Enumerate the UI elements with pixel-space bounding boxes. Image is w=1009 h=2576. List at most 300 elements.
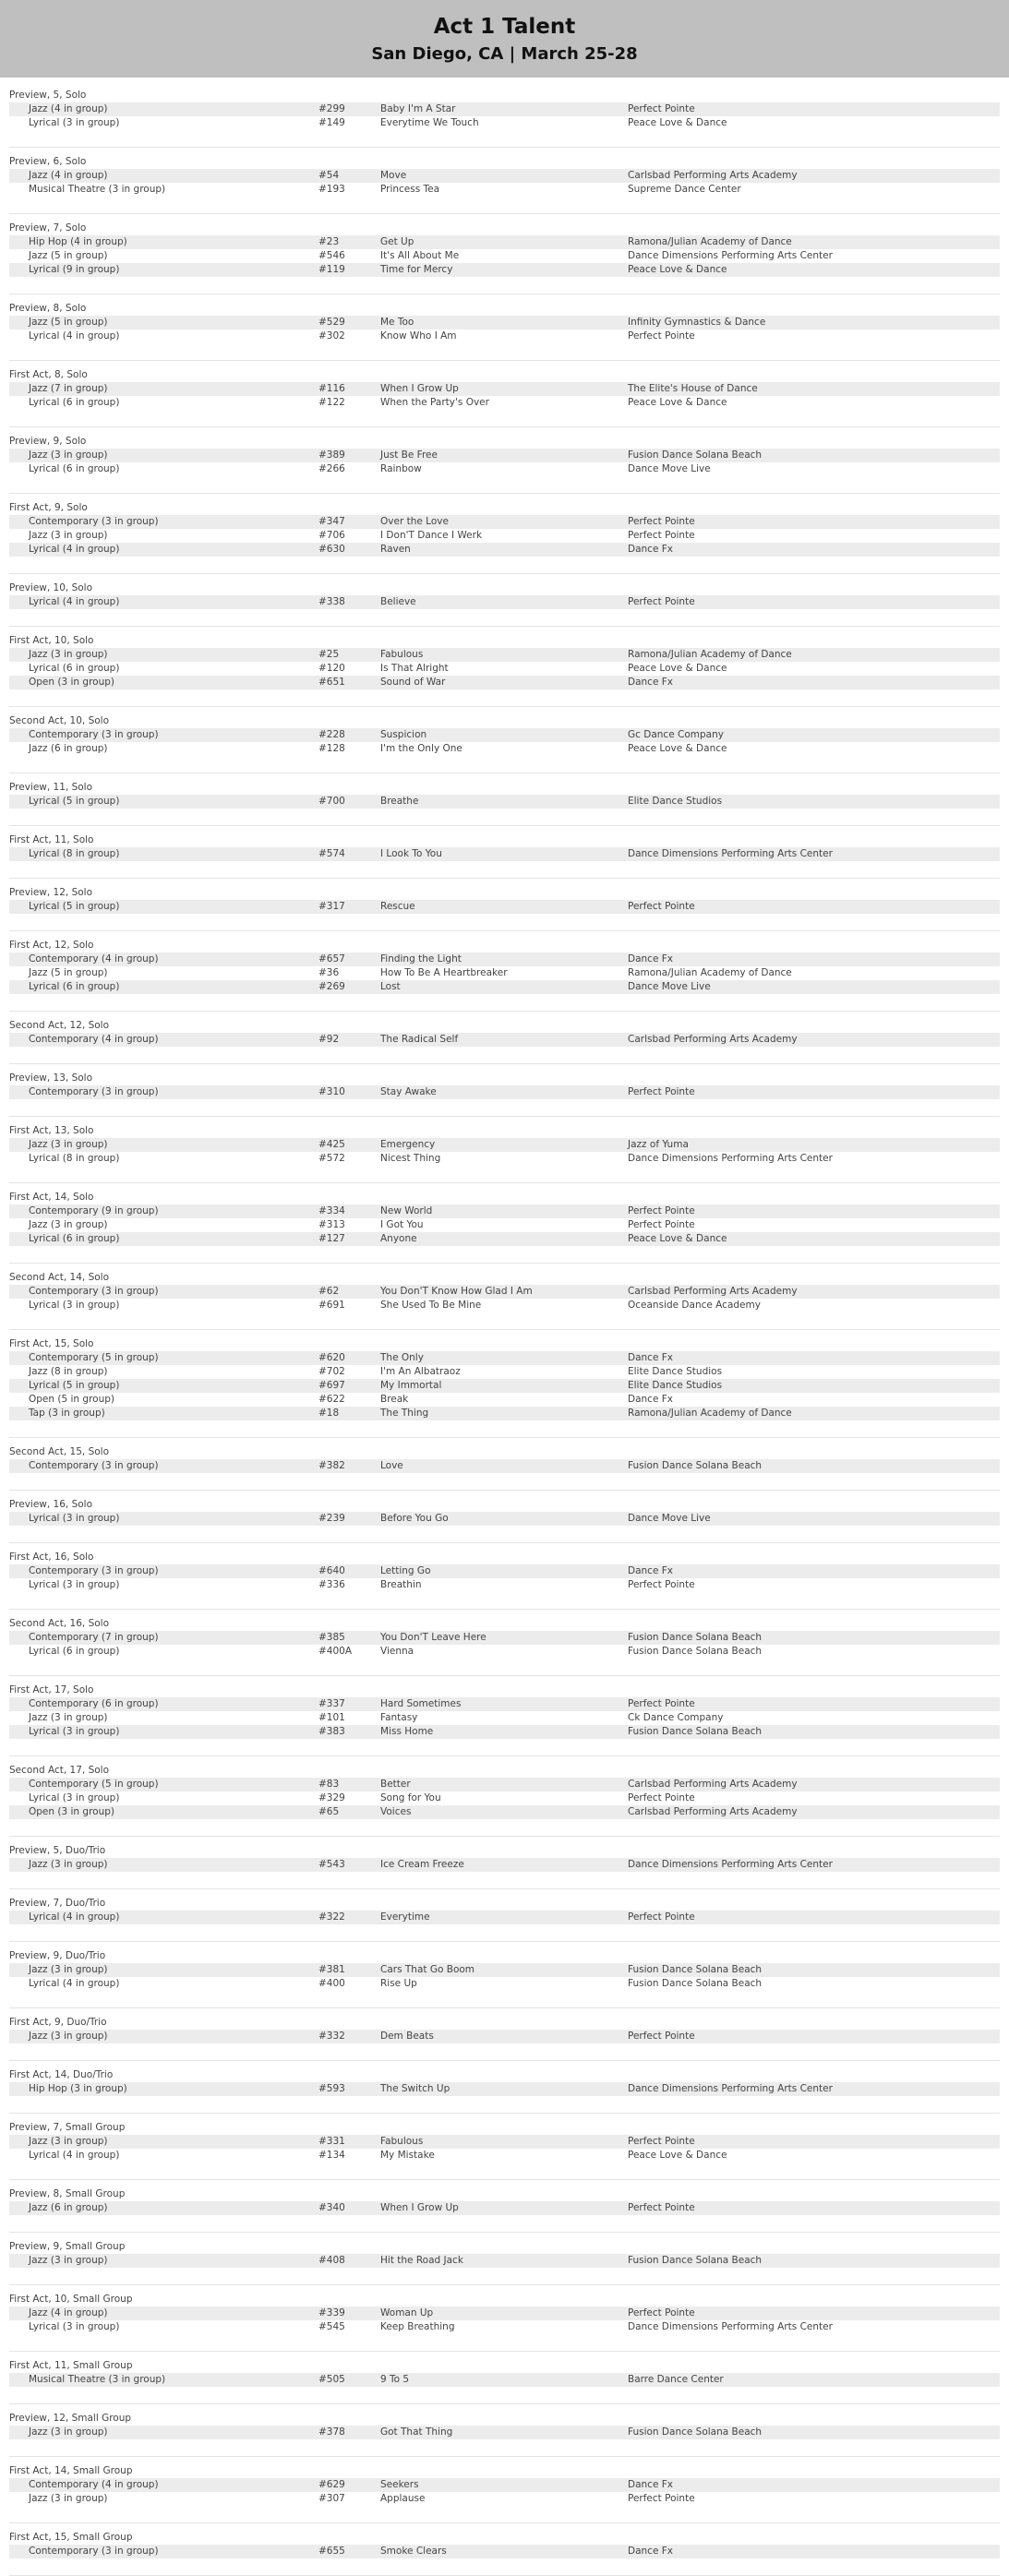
entry-row	[9, 2492, 1000, 2506]
entry-row	[9, 953, 1000, 966]
entry-studio: Dance Fx	[628, 2479, 673, 2490]
entry-studio: Carlsbad Performing Arts Academy	[628, 170, 798, 181]
entry-name: Fantasy	[380, 1712, 418, 1723]
entry-row	[9, 249, 1000, 263]
entry-number: #127	[318, 1233, 345, 1244]
entry-name: Raven	[380, 544, 411, 555]
entry-number: #332	[318, 2031, 345, 2042]
entry-row	[9, 169, 1000, 183]
section-title: Preview, 6, Solo	[9, 156, 87, 167]
entry-category: Jazz (3 in group)	[29, 649, 108, 660]
section-title: First Act, 15, Small Group	[9, 2532, 133, 2543]
entry-studio: Dance Dimensions Performing Arts Center	[628, 848, 833, 859]
entry-row	[9, 382, 1000, 396]
entry-name: Emergency	[380, 1139, 436, 1150]
schedule-section	[9, 1064, 1000, 1117]
entry-name: Rescue	[380, 901, 415, 912]
section-title: Preview, 7, Solo	[9, 222, 87, 234]
entry-number: #691	[318, 1300, 345, 1311]
entry-studio: Oceanside Dance Academy	[628, 1300, 761, 1311]
entry-studio: Dance Fx	[628, 2546, 673, 2557]
entry-number: #702	[318, 1366, 345, 1377]
entry-row	[9, 235, 1000, 249]
schedule-section	[9, 1330, 1000, 1438]
entry-studio: Jazz of Yuma	[628, 1139, 689, 1150]
entry-row	[9, 1459, 1000, 1473]
entry-category: Lyrical (3 in group)	[29, 1792, 120, 1803]
entry-name: Cars That Go Boom	[380, 1964, 475, 1975]
entry-row	[9, 462, 1000, 476]
entry-name: My Mistake	[380, 2150, 435, 2161]
section-title: Preview, 5, Duo/Trio	[9, 1845, 106, 1856]
section-title: Second Act, 12, Solo	[9, 1020, 110, 1031]
entry-name: Song for You	[380, 1792, 441, 1803]
entry-name: I'm the Only One	[380, 743, 462, 754]
entry-category: Jazz (5 in group)	[29, 250, 108, 261]
entry-row	[9, 742, 1000, 756]
entry-name: It's All About Me	[380, 250, 460, 261]
entry-category: Jazz (6 in group)	[29, 743, 108, 754]
schedule-section	[9, 1676, 1000, 1756]
schedule-section	[9, 1012, 1000, 1064]
entry-number: #385	[318, 1632, 345, 1643]
entry-category: Contemporary (5 in group)	[29, 1352, 159, 1363]
entry-number: #425	[318, 1139, 345, 1150]
entry-row	[9, 1564, 1000, 1578]
entry-name: Nicest Thing	[380, 1153, 441, 1164]
schedule-section	[9, 773, 1000, 826]
entry-name: The Only	[380, 1352, 424, 1363]
entry-name: Fabulous	[380, 2136, 424, 2147]
section-title: Preview, 12, Solo	[9, 887, 93, 898]
entry-studio: Dance Dimensions Performing Arts Center	[628, 1153, 833, 1164]
section-title: Second Act, 14, Solo	[9, 1272, 110, 1283]
entry-name: Time for Mercy	[380, 264, 453, 275]
entry-category: Jazz (3 in group)	[29, 530, 108, 541]
entry-category: Jazz (3 in group)	[29, 1219, 108, 1230]
schedule-section	[9, 826, 1000, 879]
entry-number: #543	[318, 1859, 345, 1870]
entry-row	[9, 543, 1000, 557]
entry-studio: Elite Dance Studios	[628, 796, 723, 807]
entry-name: Hit the Road Jack	[380, 2255, 463, 2266]
entry-row	[9, 1977, 1000, 1991]
entry-category: Lyrical (6 in group)	[29, 981, 120, 992]
entry-row	[9, 2254, 1000, 2268]
schedule-section	[9, 2180, 1000, 2233]
entry-category: Lyrical (3 in group)	[29, 117, 120, 128]
entry-row	[9, 1379, 1000, 1393]
section-title: First Act, 11, Solo	[9, 834, 94, 845]
entry-number: #337	[318, 1698, 345, 1709]
entry-number: #378	[318, 2426, 345, 2438]
section-title: Second Act, 15, Solo	[9, 1446, 110, 1457]
entry-number: #92	[318, 1034, 340, 1045]
entry-category: Jazz (6 in group)	[29, 2202, 108, 2213]
entry-studio: Ck Dance Company	[628, 1712, 724, 1723]
entry-studio: Peace Love & Dance	[628, 264, 727, 275]
entry-studio: Fusion Dance Solana Beach	[628, 1726, 763, 1737]
entry-row	[9, 2082, 1000, 2096]
entry-number: #593	[318, 2083, 345, 2094]
entry-name: Get Up	[380, 236, 414, 247]
entry-row	[9, 1791, 1000, 1805]
schedule-section	[9, 2352, 1000, 2404]
entry-studio: The Elite's House of Dance	[628, 383, 758, 394]
entry-row	[9, 2135, 1000, 2149]
entry-studio: Perfect Pointe	[628, 1911, 695, 1923]
section-title: Second Act, 10, Solo	[9, 715, 110, 726]
section-title: First Act, 9, Solo	[9, 502, 88, 513]
entry-category: Lyrical (4 in group)	[29, 596, 120, 607]
entry-name: Move	[380, 170, 407, 181]
schedule-section	[9, 2523, 1000, 2576]
schedule-section	[9, 214, 1000, 294]
entry-name: Know Who I Am	[380, 330, 457, 341]
entry-studio: Peace Love & Dance	[628, 1233, 727, 1244]
entry-category: Lyrical (3 in group)	[29, 2321, 120, 2332]
entry-number: #629	[318, 2479, 345, 2490]
entry-category: Jazz (3 in group)	[29, 2255, 108, 2266]
section-title: First Act, 11, Small Group	[9, 2360, 133, 2371]
entry-name: Just Be Free	[380, 449, 438, 461]
entry-number: #310	[318, 1086, 345, 1097]
entry-name: New World	[380, 1205, 433, 1216]
entry-name: Dem Beats	[380, 2031, 434, 2042]
entry-row	[9, 396, 1000, 410]
entry-number: #336	[318, 1579, 345, 1590]
entry-studio: Fusion Dance Solana Beach	[628, 1978, 763, 1989]
entry-studio: Perfect Pointe	[628, 530, 695, 541]
entry-studio: Fusion Dance Solana Beach	[628, 2255, 763, 2266]
schedule-section	[9, 2008, 1000, 2061]
entry-name: Princess Tea	[380, 184, 440, 195]
entry-row	[9, 980, 1000, 994]
entry-name: Sound of War	[380, 677, 446, 688]
entry-name: The Thing	[380, 1408, 429, 1419]
entry-row	[9, 1631, 1000, 1645]
entry-category: Lyrical (4 in group)	[29, 330, 120, 341]
entry-number: #299	[318, 103, 345, 114]
entry-category: Contemporary (5 in group)	[29, 1779, 159, 1790]
entry-studio: Barre Dance Center	[628, 2374, 724, 2385]
entry-name: My Immortal	[380, 1380, 442, 1391]
schedule-section	[9, 2285, 1000, 2352]
section-title: Preview, 7, Duo/Trio	[9, 1898, 106, 1909]
entry-number: #228	[318, 729, 345, 740]
entry-row	[9, 2201, 1000, 2215]
entry-category: Contemporary (3 in group)	[29, 1460, 159, 1471]
entry-row	[9, 662, 1000, 676]
entry-name: Is That Alright	[380, 663, 449, 674]
entry-row	[9, 1645, 1000, 1659]
entry-row	[9, 676, 1000, 689]
section-title: First Act, 9, Duo/Trio	[9, 2017, 107, 2028]
section-title: First Act, 16, Solo	[9, 1552, 94, 1563]
entry-name: Before You Go	[380, 1513, 449, 1524]
section-title: First Act, 17, Solo	[9, 1684, 94, 1695]
section-title: Second Act, 17, Solo	[9, 1765, 110, 1776]
entry-number: #269	[318, 981, 345, 992]
entry-row	[9, 966, 1000, 980]
entry-category: Jazz (3 in group)	[29, 1139, 108, 1150]
entry-name: Finding the Light	[380, 953, 462, 965]
section-title: First Act, 14, Solo	[9, 1192, 94, 1203]
entry-studio: Perfect Pointe	[628, 901, 695, 912]
entry-number: #339	[318, 2307, 345, 2318]
entry-number: #101	[318, 1712, 345, 1723]
entry-name: Applause	[380, 2493, 426, 2504]
entry-row	[9, 1911, 1000, 1924]
entry-studio: Perfect Pointe	[628, 1086, 695, 1097]
section-title: Preview, 5, Solo	[9, 90, 87, 101]
entry-studio: Perfect Pointe	[628, 1698, 695, 1709]
entry-row	[9, 1138, 1000, 1152]
section-title: Preview, 8, Solo	[9, 303, 87, 314]
entry-row	[9, 2478, 1000, 2492]
entry-row	[9, 1697, 1000, 1711]
schedule-section	[9, 879, 1000, 931]
entry-number: #36	[318, 967, 340, 978]
schedule-section	[9, 1610, 1000, 1676]
entry-row	[9, 316, 1000, 329]
entry-category: Contemporary (3 in group)	[29, 1286, 159, 1297]
section-title: Preview, 9, Small Group	[9, 2241, 126, 2252]
entry-name: Seekers	[380, 2479, 419, 2490]
page-subtitle: San Diego, CA | March 25-28	[371, 44, 638, 64]
entry-category: Lyrical (3 in group)	[29, 1300, 120, 1311]
entry-row	[9, 263, 1000, 277]
entry-row	[9, 1204, 1000, 1218]
entry-number: #266	[318, 463, 345, 474]
schedule-section	[9, 294, 1000, 361]
schedule-section	[9, 2404, 1000, 2457]
entry-number: #18	[318, 1408, 340, 1419]
entry-studio: Dance Dimensions Performing Arts Center	[628, 2083, 833, 2094]
entry-category: Lyrical (9 in group)	[29, 264, 120, 275]
entry-name: Lost	[380, 981, 401, 992]
entry-number: #381	[318, 1964, 345, 1975]
entry-category: Contemporary (6 in group)	[29, 1698, 159, 1709]
section-title: Second Act, 16, Solo	[9, 1618, 110, 1629]
section-title: Preview, 12, Small Group	[9, 2413, 132, 2424]
schedule-section	[9, 1837, 1000, 1889]
entry-studio: Fusion Dance Solana Beach	[628, 1632, 763, 1643]
entry-row	[9, 2426, 1000, 2439]
schedule-section	[9, 2233, 1000, 2285]
entry-name: I Don'T Dance I Werk	[380, 530, 483, 541]
entry-number: #134	[318, 2150, 345, 2161]
entry-category: Jazz (4 in group)	[29, 170, 108, 181]
entry-number: #655	[318, 2546, 345, 2557]
entry-category: Lyrical (4 in group)	[29, 1911, 120, 1923]
entry-name: I'm An Albatraoz	[380, 1366, 461, 1377]
entry-name: Ice Cream Freeze	[380, 1859, 464, 1870]
entry-name: Anyone	[380, 1233, 417, 1244]
entry-name: Believe	[380, 596, 416, 607]
entry-category: Jazz (3 in group)	[29, 2426, 108, 2438]
entry-studio: Perfect Pointe	[628, 516, 695, 527]
section-title: First Act, 14, Duo/Trio	[9, 2069, 114, 2080]
entry-number: #307	[318, 2493, 345, 2504]
schedule-section	[9, 1117, 1000, 1183]
entry-studio: Supreme Dance Center	[628, 184, 741, 195]
entry-category: Lyrical (8 in group)	[29, 848, 120, 859]
entry-row	[9, 2306, 1000, 2320]
entry-name: Over the Love	[380, 516, 449, 527]
entry-name: Break	[380, 1394, 409, 1405]
entry-studio: Ramona/Julian Academy of Dance	[628, 1408, 792, 1419]
entry-number: #574	[318, 848, 345, 859]
entry-studio: Perfect Pointe	[628, 330, 695, 341]
entry-number: #62	[318, 1286, 340, 1297]
entry-studio: Perfect Pointe	[628, 596, 695, 607]
entry-category: Contemporary (4 in group)	[29, 953, 159, 965]
entry-name: Letting Go	[380, 1565, 431, 1576]
entry-row	[9, 1218, 1000, 1232]
entry-studio: Ramona/Julian Academy of Dance	[628, 236, 792, 247]
entry-number: #529	[318, 317, 345, 328]
entry-number: #657	[318, 953, 345, 965]
entry-row	[9, 449, 1000, 462]
entry-number: #331	[318, 2136, 345, 2147]
entry-studio: Fusion Dance Solana Beach	[628, 449, 763, 461]
entry-studio: Dance Move Live	[628, 1513, 711, 1524]
entry-number: #340	[318, 2202, 345, 2213]
entry-category: Jazz (3 in group)	[29, 2031, 108, 2042]
entry-number: #640	[318, 1565, 345, 1576]
entry-number: #700	[318, 796, 345, 807]
entry-name: Everytime We Touch	[380, 117, 479, 128]
entry-category: Lyrical (5 in group)	[29, 1380, 120, 1391]
schedule-section	[9, 1438, 1000, 1491]
entry-row	[9, 648, 1000, 662]
schedule-section	[9, 1543, 1000, 1610]
section-title: First Act, 12, Solo	[9, 940, 94, 951]
entry-name: Suspicion	[380, 729, 427, 740]
section-title: Preview, 13, Solo	[9, 1072, 93, 1084]
entry-category: Lyrical (4 in group)	[29, 1978, 120, 1989]
entry-row	[9, 847, 1000, 861]
entry-studio: Ramona/Julian Academy of Dance	[628, 649, 792, 660]
entry-studio: Peace Love & Dance	[628, 397, 727, 408]
entry-studio: Gc Dance Company	[628, 729, 724, 740]
entry-row	[9, 329, 1000, 343]
schedule-section	[9, 78, 1000, 148]
entry-category: Lyrical (3 in group)	[29, 1726, 120, 1737]
entry-row	[9, 1299, 1000, 1312]
entry-row	[9, 515, 1000, 529]
entry-category: Lyrical (6 in group)	[29, 1233, 120, 1244]
entry-studio: Perfect Pointe	[628, 1792, 695, 1803]
entry-number: #329	[318, 1792, 345, 1803]
entry-row	[9, 1033, 1000, 1047]
schedule-section	[9, 1889, 1000, 1942]
entry-studio: Perfect Pointe	[628, 1219, 695, 1230]
entry-category: Contemporary (9 in group)	[29, 1205, 159, 1216]
entry-studio: Carlsbad Performing Arts Academy	[628, 1779, 798, 1790]
entry-studio: Peace Love & Dance	[628, 117, 727, 128]
entry-number: #317	[318, 901, 345, 912]
entry-number: #54	[318, 170, 340, 181]
entry-category: Jazz (3 in group)	[29, 2493, 108, 2504]
entry-category: Jazz (7 in group)	[29, 383, 108, 394]
entry-number: #622	[318, 1394, 345, 1405]
entry-row	[9, 900, 1000, 914]
entry-name: Woman Up	[380, 2307, 434, 2318]
entry-name: Keep Breathing	[380, 2321, 455, 2332]
entry-row	[9, 1805, 1000, 1819]
entry-number: #239	[318, 1513, 345, 1524]
entry-category: Open (3 in group)	[29, 1806, 114, 1817]
entry-category: Jazz (4 in group)	[29, 103, 108, 114]
section-title: First Act, 15, Solo	[9, 1338, 94, 1349]
entry-number: #119	[318, 264, 345, 275]
entry-category: Contemporary (3 in group)	[29, 1086, 159, 1097]
entry-name: You Don'T Leave Here	[380, 1632, 486, 1643]
entry-number: #65	[318, 1806, 340, 1817]
entry-name: Love	[380, 1460, 403, 1471]
entry-name: Breathe	[380, 796, 419, 807]
entry-row	[9, 1512, 1000, 1526]
entry-number: #400	[318, 1978, 345, 1989]
entry-category: Lyrical (6 in group)	[29, 397, 120, 408]
entry-studio: Fusion Dance Solana Beach	[628, 1460, 763, 1471]
schedule-section	[9, 1183, 1000, 1264]
entry-name: Rise Up	[380, 1978, 417, 1989]
entry-row	[9, 2320, 1000, 2334]
entry-category: Hip Hop (4 in group)	[29, 236, 127, 247]
schedule-section	[9, 2114, 1000, 2180]
entry-category: Lyrical (6 in group)	[29, 663, 120, 674]
entry-number: #651	[318, 677, 345, 688]
entry-row	[9, 1963, 1000, 1977]
entry-number: #382	[318, 1460, 345, 1471]
entry-category: Hip Hop (3 in group)	[29, 2083, 127, 2094]
entry-name: Rainbow	[380, 463, 422, 474]
entry-name: Baby I'm A Star	[380, 103, 456, 114]
entry-row	[9, 1711, 1000, 1725]
entry-studio: Carlsbad Performing Arts Academy	[628, 1034, 798, 1045]
entry-number: #338	[318, 596, 345, 607]
entry-row	[9, 183, 1000, 197]
entry-number: #122	[318, 397, 345, 408]
section-title: First Act, 13, Solo	[9, 1125, 94, 1136]
entry-name: How To Be A Heartbreaker	[380, 967, 508, 978]
entry-row	[9, 595, 1000, 609]
entry-category: Contemporary (3 in group)	[29, 1565, 159, 1576]
entry-name: The Radical Self	[380, 1034, 459, 1045]
schedule-section	[9, 1756, 1000, 1837]
entry-name: Hard Sometimes	[380, 1698, 462, 1709]
entry-name: 9 To 5	[380, 2374, 410, 2385]
entry-studio: Perfect Pointe	[628, 103, 695, 114]
entry-studio: Perfect Pointe	[628, 2307, 695, 2318]
schedule-section	[9, 1264, 1000, 1330]
page-header	[0, 0, 1009, 78]
schedule-section	[9, 574, 1000, 627]
entry-studio: Perfect Pointe	[628, 2202, 695, 2213]
entry-category: Contemporary (4 in group)	[29, 2479, 159, 2490]
entry-studio: Dance Move Live	[628, 981, 711, 992]
entry-studio: Perfect Pointe	[628, 2136, 695, 2147]
entry-number: #347	[318, 516, 345, 527]
entry-name: When I Grow Up	[380, 383, 459, 394]
entry-studio: Dance Move Live	[628, 463, 711, 474]
entry-category: Lyrical (6 in group)	[29, 463, 120, 474]
entry-category: Contemporary (3 in group)	[29, 2546, 159, 2557]
entry-studio: Fusion Dance Solana Beach	[628, 1964, 763, 1975]
